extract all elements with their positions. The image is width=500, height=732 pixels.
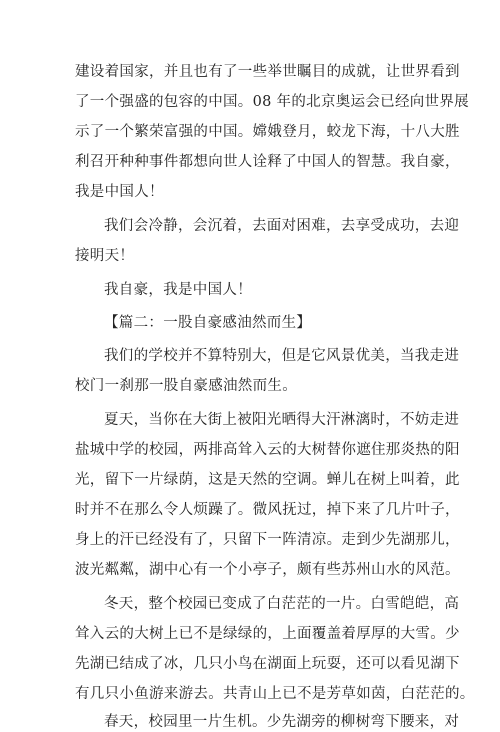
text-line: 时并不在那么令人烦躁了。微风抚过，掉下来了几片叶子， <box>75 502 460 518</box>
text-line: 示了一个繁荣富强的中国。嫦娥登月，蛟龙下海，十八大胜 <box>75 124 460 140</box>
text-line: 先湖已结成了冰，几只小鸟在湖面上玩耍，还可以看见湖下 <box>75 656 460 672</box>
text-line: 波光粼粼，湖中心有一个小亭子，颇有些苏州山水的风范。 <box>75 562 460 578</box>
text-line: 利召开种种事件都想向世人诠释了中国人的智慧。我自豪， <box>75 154 460 170</box>
text-line: 了一个强盛的包容的中国。08 年的北京奥运会已经向世界展 <box>75 94 469 110</box>
text-line: 身上的汗已经没有了，只留下一阵清凉。走到少先湖那儿， <box>75 532 460 548</box>
text-line: 我自豪，我是中国人！ <box>104 282 252 298</box>
section-heading: 【篇二：一股自豪感油然而生】 <box>104 315 312 331</box>
text-line: 我们会冷静，会沉着，去面对困难，去享受成功，去迎 <box>104 218 460 234</box>
text-line: 建设着国家，并且也有了一些举世瞩目的成就，让世界看到 <box>75 64 460 80</box>
text-line: 我们的学校并不算特别大，但是它风景优美，当我走进 <box>104 348 460 364</box>
text-line: 盐城中学的校园，两排高耸入云的大树替你遮住那炎热的阳 <box>75 442 460 458</box>
text-line: 校门一刹那一股自豪感油然而生。 <box>75 378 297 394</box>
text-line: 春天，校园里一片生机。少先湖旁的柳树弯下腰来，对 <box>104 714 460 730</box>
text-line: 我是中国人！ <box>75 184 164 200</box>
text-line: 光，留下一片绿荫，这是天然的空调。蝉儿在树上叫着，此 <box>75 472 460 488</box>
text-line: 耸入云的大树上已不是绿绿的，上面覆盖着厚厚的大雪。少 <box>75 626 460 642</box>
text-line: 夏天，当你在大街上被阳光晒得大汗淋漓时，不妨走进 <box>104 412 460 428</box>
text-line: 冬天，整个校园已变成了白茫茫的一片。白雪皑皑，高 <box>104 596 460 612</box>
text-line: 有几只小鱼游来游去。共青山上已不是芳草如茵，白茫茫的。 <box>75 686 475 702</box>
text-line: 接明天！ <box>75 248 135 264</box>
